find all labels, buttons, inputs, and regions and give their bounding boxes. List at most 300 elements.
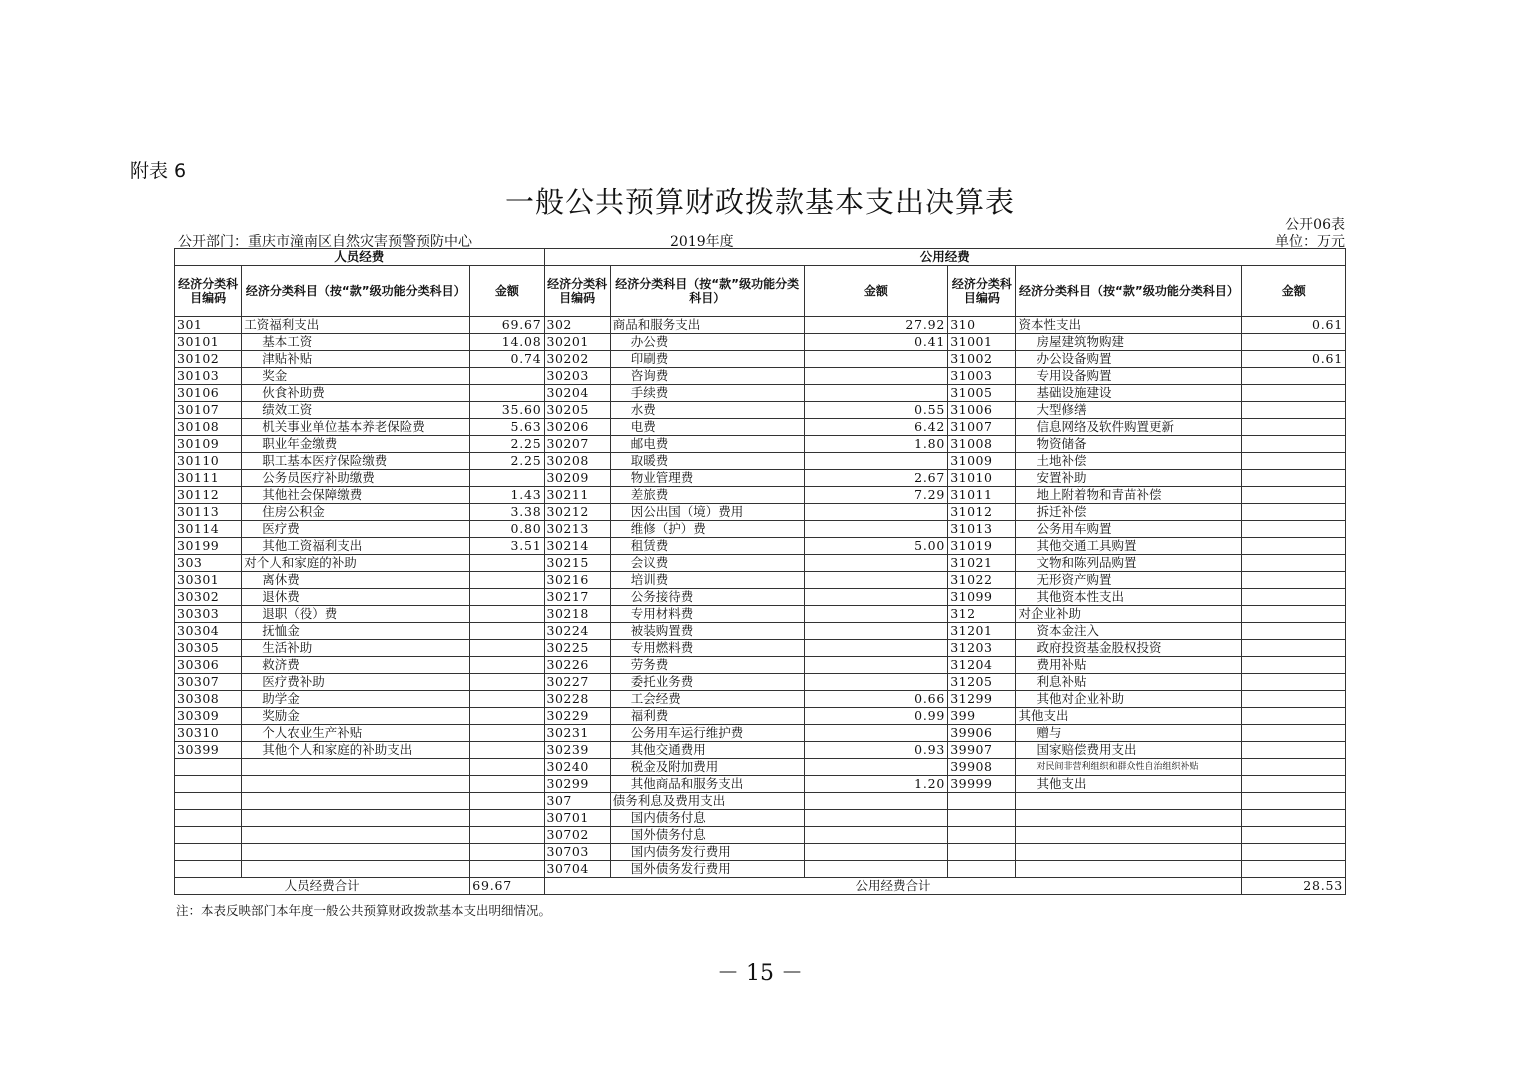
cell-amount-2: 1.80 — [804, 436, 948, 453]
cell-amount-1 — [470, 572, 544, 589]
cell-name-3 — [1016, 844, 1242, 861]
cell-code-3 — [948, 861, 1016, 878]
cell-name-2: 税金及附加费用 — [610, 759, 804, 776]
cell-name-1: 公务员医疗补助缴费 — [242, 470, 470, 487]
cell-name-2: 租赁费 — [610, 538, 804, 555]
table-row — [175, 606, 1346, 623]
cell-amount-2: 0.99 — [804, 708, 948, 725]
cell-code-2: 30229 — [544, 708, 610, 725]
cell-name-2: 公务接待费 — [610, 589, 804, 606]
cell-code-1: 30301 — [175, 572, 242, 589]
cell-name-2: 因公出国（境）费用 — [610, 504, 804, 521]
cell-code-1: 30308 — [175, 691, 242, 708]
cell-name-3: 利息补贴 — [1016, 674, 1242, 691]
cell-code-1: 30310 — [175, 725, 242, 742]
cell-amount-1: 3.51 — [470, 538, 544, 555]
cell-code-2: 30205 — [544, 402, 610, 419]
cell-code-2: 30225 — [544, 640, 610, 657]
cell-code-1: 30112 — [175, 487, 242, 504]
cell-name-3: 其他支出 — [1016, 708, 1242, 725]
cell-amount-3 — [1242, 606, 1346, 623]
table-row — [175, 691, 1346, 708]
cell-amount-2 — [804, 810, 948, 827]
cell-code-1 — [175, 810, 242, 827]
cell-amount-1: 14.08 — [470, 334, 544, 351]
cell-amount-1 — [470, 776, 544, 793]
cell-code-3: 31022 — [948, 572, 1016, 589]
cell-name-1 — [242, 861, 470, 878]
cell-amount-3 — [1242, 793, 1346, 810]
cell-name-1: 基本工资 — [242, 334, 470, 351]
cell-amount-3 — [1242, 759, 1346, 776]
cell-code-1: 30106 — [175, 385, 242, 402]
cell-amount-2 — [804, 572, 948, 589]
cell-code-1: 30101 — [175, 334, 242, 351]
cell-name-3: 其他对企业补助 — [1016, 691, 1242, 708]
cell-amount-1 — [470, 793, 544, 810]
cell-name-1: 退休费 — [242, 589, 470, 606]
cell-name-1: 离休费 — [242, 572, 470, 589]
table-row — [175, 453, 1346, 470]
cell-amount-1: 1.43 — [470, 487, 544, 504]
cell-name-3: 办公设备购置 — [1016, 351, 1242, 368]
cell-name-3 — [1016, 861, 1242, 878]
cell-amount-1: 2.25 — [470, 453, 544, 470]
cell-amount-3 — [1242, 572, 1346, 589]
cell-name-2: 手续费 — [610, 385, 804, 402]
cell-name-2: 差旅费 — [610, 487, 804, 504]
cell-name-1: 住房公积金 — [242, 504, 470, 521]
cell-code-3: 31013 — [948, 521, 1016, 538]
cell-amount-3: 0.61 — [1242, 317, 1346, 334]
cell-name-2: 其他商品和服务支出 — [610, 776, 804, 793]
cell-code-2: 30226 — [544, 657, 610, 674]
header-amount-3: 金额 — [1242, 266, 1346, 317]
cell-code-1 — [175, 827, 242, 844]
table-row — [175, 470, 1346, 487]
cell-code-1: 30309 — [175, 708, 242, 725]
cell-code-1: 30108 — [175, 419, 242, 436]
page-title: 一般公共预算财政拨款基本支出决算表 — [504, 185, 1015, 219]
cell-code-1 — [175, 861, 242, 878]
cell-code-1 — [175, 844, 242, 861]
personnel-total-label: 人员经费合计 — [175, 878, 470, 895]
header-amount-1: 金额 — [470, 266, 544, 317]
cell-amount-3 — [1242, 640, 1346, 657]
cell-code-2: 30214 — [544, 538, 610, 555]
cell-name-2: 印刷费 — [610, 351, 804, 368]
table-row — [175, 385, 1346, 402]
cell-code-3: 399 — [948, 708, 1016, 725]
cell-name-1: 奖金 — [242, 368, 470, 385]
cell-code-1: 301 — [175, 317, 242, 334]
cell-code-1: 30110 — [175, 453, 242, 470]
cell-amount-1 — [470, 691, 544, 708]
table-row — [175, 334, 1346, 351]
cell-amount-2: 2.67 — [804, 470, 948, 487]
cell-name-1: 医疗费补助 — [242, 674, 470, 691]
header-code-2: 经济分类科目编码 — [544, 266, 610, 317]
cell-amount-2: 6.42 — [804, 419, 948, 436]
cell-code-2: 30218 — [544, 606, 610, 623]
table-row — [175, 351, 1346, 368]
cell-code-2: 30703 — [544, 844, 610, 861]
cell-name-2: 取暖费 — [610, 453, 804, 470]
table-row — [175, 504, 1346, 521]
cell-code-2: 30299 — [544, 776, 610, 793]
cell-name-2: 国外债务付息 — [610, 827, 804, 844]
cell-code-2: 302 — [544, 317, 610, 334]
table-row — [175, 708, 1346, 725]
cell-name-1 — [242, 759, 470, 776]
cell-amount-2 — [804, 657, 948, 674]
cell-name-1: 伙食补助费 — [242, 385, 470, 402]
cell-code-2: 30203 — [544, 368, 610, 385]
public-total-label: 公用经费合计 — [544, 878, 1242, 895]
cell-amount-1 — [470, 589, 544, 606]
cell-code-1: 30306 — [175, 657, 242, 674]
cell-code-1: 30114 — [175, 521, 242, 538]
cell-code-3: 31299 — [948, 691, 1016, 708]
public-total-amount: 28.53 — [1242, 878, 1346, 895]
cell-name-3 — [1016, 810, 1242, 827]
cell-code-1: 30113 — [175, 504, 242, 521]
cell-name-1: 其他社会保障缴费 — [242, 487, 470, 504]
cell-name-3: 地上附着物和青苗补偿 — [1016, 487, 1242, 504]
column-header-row — [175, 266, 1346, 317]
cell-name-2: 被装购置费 — [610, 623, 804, 640]
cell-code-3: 31012 — [948, 504, 1016, 521]
cell-amount-3 — [1242, 657, 1346, 674]
footnote: 注：本表反映部门本年度一般公共预算财政拨款基本支出明细情况。 — [176, 903, 552, 918]
table-number: 公开06表 — [1285, 217, 1345, 233]
cell-name-3: 政府投资基金股权投资 — [1016, 640, 1242, 657]
cell-code-3: 31099 — [948, 589, 1016, 606]
table-row — [175, 317, 1346, 334]
cell-code-3: 31006 — [948, 402, 1016, 419]
cell-amount-1 — [470, 640, 544, 657]
cell-name-1: 其他个人和家庭的补助支出 — [242, 742, 470, 759]
cell-name-2: 其他交通费用 — [610, 742, 804, 759]
cell-amount-1 — [470, 623, 544, 640]
cell-name-1 — [242, 776, 470, 793]
cell-amount-1 — [470, 657, 544, 674]
table-row — [175, 827, 1346, 844]
cell-name-2: 专用燃料费 — [610, 640, 804, 657]
cell-code-3: 31003 — [948, 368, 1016, 385]
cell-code-3: 31204 — [948, 657, 1016, 674]
cell-amount-2 — [804, 589, 948, 606]
cell-code-1: 30111 — [175, 470, 242, 487]
cell-amount-3 — [1242, 691, 1346, 708]
cell-name-2: 培训费 — [610, 572, 804, 589]
cell-code-1: 30303 — [175, 606, 242, 623]
cell-amount-2 — [804, 759, 948, 776]
cell-code-1: 30109 — [175, 436, 242, 453]
cell-amount-1 — [470, 385, 544, 402]
cell-name-2: 咨询费 — [610, 368, 804, 385]
cell-amount-2 — [804, 861, 948, 878]
cell-code-3: 31005 — [948, 385, 1016, 402]
cell-name-1: 助学金 — [242, 691, 470, 708]
cell-code-3: 31009 — [948, 453, 1016, 470]
cell-amount-1: 5.63 — [470, 419, 544, 436]
cell-amount-1: 3.38 — [470, 504, 544, 521]
table-row — [175, 521, 1346, 538]
cell-amount-1 — [470, 368, 544, 385]
cell-amount-3 — [1242, 810, 1346, 827]
cell-code-1: 30302 — [175, 589, 242, 606]
cell-name-3 — [1016, 793, 1242, 810]
cell-amount-3 — [1242, 742, 1346, 759]
table-row — [175, 861, 1346, 878]
cell-name-2: 会议费 — [610, 555, 804, 572]
cell-amount-2 — [804, 351, 948, 368]
cell-code-2: 30239 — [544, 742, 610, 759]
cell-name-1: 医疗费 — [242, 521, 470, 538]
cell-amount-2 — [804, 453, 948, 470]
cell-name-1: 奖励金 — [242, 708, 470, 725]
cell-amount-3 — [1242, 453, 1346, 470]
cell-name-1: 津贴补贴 — [242, 351, 470, 368]
header-amount-2: 金额 — [804, 266, 948, 317]
cell-code-2: 30701 — [544, 810, 610, 827]
table-row — [175, 436, 1346, 453]
header-name-2: 经济分类科目（按“款”级功能分类科目） — [610, 266, 804, 317]
cell-code-2: 30211 — [544, 487, 610, 504]
cell-amount-3 — [1242, 674, 1346, 691]
table-row — [175, 572, 1346, 589]
cell-amount-1 — [470, 844, 544, 861]
cell-name-3 — [1016, 827, 1242, 844]
cell-amount-3 — [1242, 521, 1346, 538]
cell-code-3: 31002 — [948, 351, 1016, 368]
cell-code-1: 30305 — [175, 640, 242, 657]
year-label: 2019年度 — [670, 234, 734, 250]
cell-amount-2 — [804, 793, 948, 810]
cell-amount-3 — [1242, 538, 1346, 555]
cell-name-3: 文物和陈列品购置 — [1016, 555, 1242, 572]
cell-name-1 — [242, 844, 470, 861]
table-row — [175, 657, 1346, 674]
cell-name-1: 退职（役）费 — [242, 606, 470, 623]
table-row — [175, 402, 1346, 419]
cell-amount-3 — [1242, 436, 1346, 453]
cell-code-2: 30240 — [544, 759, 610, 776]
cell-amount-2 — [804, 521, 948, 538]
cell-name-3: 土地补偿 — [1016, 453, 1242, 470]
table-row — [175, 776, 1346, 793]
cell-amount-1 — [470, 470, 544, 487]
cell-code-1: 303 — [175, 555, 242, 572]
cell-amount-2: 1.20 — [804, 776, 948, 793]
cell-amount-3 — [1242, 589, 1346, 606]
cell-code-2: 30212 — [544, 504, 610, 521]
cell-name-2: 邮电费 — [610, 436, 804, 453]
cell-code-3 — [948, 827, 1016, 844]
cell-name-3: 无形资产购置 — [1016, 572, 1242, 589]
cell-code-1 — [175, 776, 242, 793]
cell-name-2: 办公费 — [610, 334, 804, 351]
cell-amount-1 — [470, 810, 544, 827]
cell-code-3 — [948, 810, 1016, 827]
table-row — [175, 623, 1346, 640]
cell-amount-2 — [804, 606, 948, 623]
cell-amount-3: 0.61 — [1242, 351, 1346, 368]
cell-name-3: 物资储备 — [1016, 436, 1242, 453]
cell-code-2: 30213 — [544, 521, 610, 538]
cell-name-3: 房屋建筑物购建 — [1016, 334, 1242, 351]
table-row — [175, 742, 1346, 759]
cell-name-2: 水费 — [610, 402, 804, 419]
cell-code-3 — [948, 793, 1016, 810]
cell-code-1 — [175, 793, 242, 810]
table-row — [175, 538, 1346, 555]
cell-code-3: 31205 — [948, 674, 1016, 691]
cell-amount-1 — [470, 708, 544, 725]
table-row — [175, 844, 1346, 861]
cell-amount-1: 0.80 — [470, 521, 544, 538]
cell-amount-2 — [804, 623, 948, 640]
cell-code-3: 39908 — [948, 759, 1016, 776]
cell-code-1: 30307 — [175, 674, 242, 691]
cell-code-2: 30207 — [544, 436, 610, 453]
cell-name-3: 国家赔偿费用支出 — [1016, 742, 1242, 759]
cell-name-1: 职工基本医疗保险缴费 — [242, 453, 470, 470]
cell-name-2: 维修（护）费 — [610, 521, 804, 538]
cell-code-2: 30704 — [544, 861, 610, 878]
cell-name-2: 工会经费 — [610, 691, 804, 708]
cell-name-1: 工资福利支出 — [242, 317, 470, 334]
unit-label: 单位：万元 — [1275, 234, 1345, 250]
cell-amount-1: 0.74 — [470, 351, 544, 368]
cell-amount-2 — [804, 504, 948, 521]
cell-amount-1 — [470, 861, 544, 878]
cell-amount-2: 0.66 — [804, 691, 948, 708]
cell-name-1 — [242, 793, 470, 810]
cell-name-1: 个人农业生产补贴 — [242, 725, 470, 742]
cell-name-2: 公务用车运行维护费 — [610, 725, 804, 742]
cell-amount-3 — [1242, 419, 1346, 436]
cell-name-2: 福利费 — [610, 708, 804, 725]
cell-name-1: 机关事业单位基本养老保险费 — [242, 419, 470, 436]
cell-amount-2 — [804, 827, 948, 844]
cell-name-3: 赠与 — [1016, 725, 1242, 742]
group-personnel: 人员经费 — [175, 249, 545, 266]
cell-amount-2: 0.41 — [804, 334, 948, 351]
table-row — [175, 368, 1346, 385]
cell-code-1: 30199 — [175, 538, 242, 555]
cell-name-2: 国内债务发行费用 — [610, 844, 804, 861]
cell-name-2: 商品和服务支出 — [610, 317, 804, 334]
cell-amount-3 — [1242, 725, 1346, 742]
cell-code-3: 31008 — [948, 436, 1016, 453]
cell-code-3: 31203 — [948, 640, 1016, 657]
cell-name-1: 职业年金缴费 — [242, 436, 470, 453]
cell-amount-3 — [1242, 844, 1346, 861]
cell-amount-3 — [1242, 555, 1346, 572]
table-row — [175, 725, 1346, 742]
cell-code-3: 31201 — [948, 623, 1016, 640]
cell-code-1: 30102 — [175, 351, 242, 368]
cell-name-3: 其他交通工具购置 — [1016, 538, 1242, 555]
cell-code-2: 30217 — [544, 589, 610, 606]
cell-amount-2: 0.93 — [804, 742, 948, 759]
cell-name-3: 安置补助 — [1016, 470, 1242, 487]
cell-amount-3 — [1242, 708, 1346, 725]
cell-name-3: 资本性支出 — [1016, 317, 1242, 334]
cell-code-1: 30304 — [175, 623, 242, 640]
cell-amount-2 — [804, 725, 948, 742]
personnel-total-amount: 69.67 — [470, 878, 544, 895]
table-row — [175, 419, 1346, 436]
cell-name-2: 劳务费 — [610, 657, 804, 674]
cell-code-1 — [175, 759, 242, 776]
expenditure-table — [174, 248, 1346, 895]
cell-amount-1: 2.25 — [470, 436, 544, 453]
cell-amount-3 — [1242, 334, 1346, 351]
table-row — [175, 589, 1346, 606]
header-code-1: 经济分类科目编码 — [175, 266, 242, 317]
cell-name-3: 公务用车购置 — [1016, 521, 1242, 538]
cell-code-3: 31019 — [948, 538, 1016, 555]
cell-amount-3 — [1242, 504, 1346, 521]
cell-code-3: 39907 — [948, 742, 1016, 759]
header-code-3: 经济分类科目编码 — [948, 266, 1016, 317]
cell-amount-1 — [470, 606, 544, 623]
cell-amount-1 — [470, 742, 544, 759]
cell-amount-2 — [804, 844, 948, 861]
cell-code-2: 307 — [544, 793, 610, 810]
table-row — [175, 555, 1346, 572]
cell-name-3: 费用补贴 — [1016, 657, 1242, 674]
cell-code-3: 310 — [948, 317, 1016, 334]
cell-name-1: 绩效工资 — [242, 402, 470, 419]
cell-name-2: 债务利息及费用支出 — [610, 793, 804, 810]
cell-name-1: 生活补助 — [242, 640, 470, 657]
cell-name-3: 其他支出 — [1016, 776, 1242, 793]
cell-amount-3 — [1242, 368, 1346, 385]
cell-amount-2: 7.29 — [804, 487, 948, 504]
cell-name-1: 抚恤金 — [242, 623, 470, 640]
cell-name-3: 拆迁补偿 — [1016, 504, 1242, 521]
cell-code-2: 30209 — [544, 470, 610, 487]
cell-name-2: 专用材料费 — [610, 606, 804, 623]
cell-amount-2 — [804, 674, 948, 691]
cell-amount-2 — [804, 385, 948, 402]
cell-code-3: 39999 — [948, 776, 1016, 793]
cell-code-2: 30204 — [544, 385, 610, 402]
cell-name-2: 国内债务付息 — [610, 810, 804, 827]
cell-amount-1: 35.60 — [470, 402, 544, 419]
cell-code-2: 30208 — [544, 453, 610, 470]
attachment-label: 附表 6 — [130, 160, 187, 182]
cell-name-1 — [242, 827, 470, 844]
cell-amount-3 — [1242, 487, 1346, 504]
cell-amount-3 — [1242, 470, 1346, 487]
cell-name-2: 委托业务费 — [610, 674, 804, 691]
cell-code-2: 30201 — [544, 334, 610, 351]
group-public: 公用经费 — [544, 249, 1345, 266]
department-label: 公开部门：重庆市潼南区自然灾害预警预防中心 — [178, 234, 472, 250]
header-name-3: 经济分类科目（按“款”级功能分类科目） — [1016, 266, 1242, 317]
cell-name-2: 电费 — [610, 419, 804, 436]
cell-name-2: 物业管理费 — [610, 470, 804, 487]
cell-amount-2: 0.55 — [804, 402, 948, 419]
table-row — [175, 759, 1346, 776]
table-row — [175, 674, 1346, 691]
cell-code-2: 30231 — [544, 725, 610, 742]
